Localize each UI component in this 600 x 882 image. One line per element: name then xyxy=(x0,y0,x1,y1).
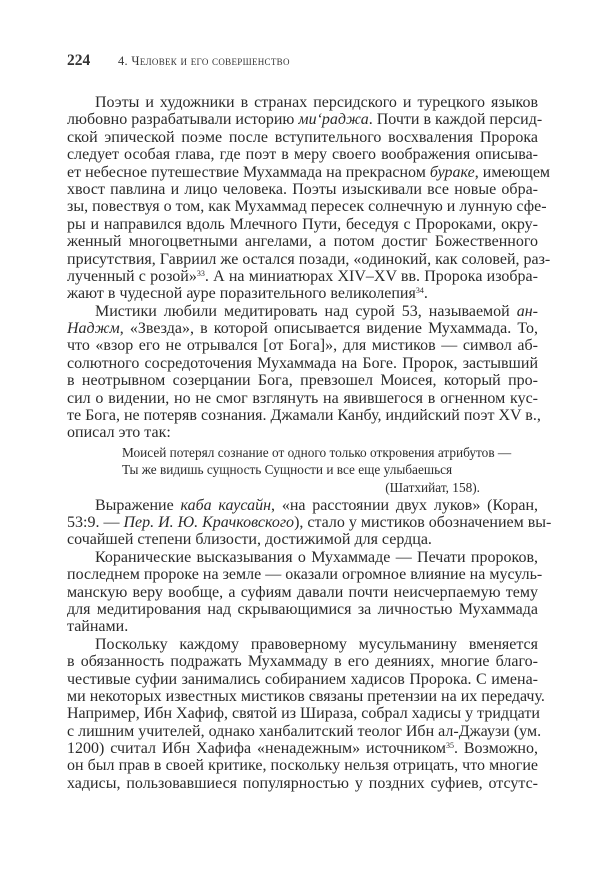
quote-line: Моисей потерял сознание от одного только откровения атрибутов — xyxy=(122,444,512,460)
text-run: Поскольку каждому правоверному мусульманину вменяется xyxy=(95,635,538,653)
text-run: , «Звезда», в которой описывается видение Мухаммада. То, xyxy=(119,320,538,338)
text-line xyxy=(67,129,538,146)
text-run: 1200) считал Ибн Хафифа «ненадежным» источником xyxy=(67,740,446,758)
text-line xyxy=(67,407,541,425)
text-run: присутствия, Гавриил же остался позади, «одинокий, как соловей, раз- xyxy=(67,250,551,268)
text-run: ры и направился вдоль Млечного Пути, беседуя с Пророками, окру- xyxy=(67,215,538,233)
text-run: он был прав в своей критике, поскольку нельзя отрицать, что многие xyxy=(67,757,538,775)
footnote-ref: 34 xyxy=(415,286,424,296)
text-run: женный многоцветными ангелами, а потом достиг Божественного xyxy=(67,233,538,251)
text-run: солютного сосредоточения Мухаммада на Боге. Пророк, застывший xyxy=(67,354,538,372)
paragraph xyxy=(67,94,551,303)
quote-source: (Шатхийат, 158). xyxy=(385,480,480,495)
text-run: с лишним учителей, однако ханбалитский теолог Ибн ал-Джаузи (ум. xyxy=(67,722,542,740)
running-title: 4. Человек и его совершенство xyxy=(118,54,290,68)
text-run: хадисы, пользовавшиеся популярностью у поздних суфиев, отсутс- xyxy=(67,774,538,792)
text-run: тайнами. xyxy=(67,618,129,636)
text-run: ской эпической поэме после вступительного восхваления Пророка xyxy=(67,128,538,146)
text-run: честивые суфии занимались собиранием хадисов Пророка. С имена- xyxy=(67,670,538,688)
text-run: Выражение xyxy=(95,496,181,514)
text-run: ), стало у мистиков обозначением вы- xyxy=(294,513,552,531)
text-run: зы, повествуя о том, как Мухаммад пересек солнечную и лунную сфе- xyxy=(67,198,547,216)
text-line xyxy=(67,198,547,216)
text-line xyxy=(67,320,538,337)
text-run: Поэты и художники в странах персидского и турецкого языков xyxy=(95,94,538,111)
text-line xyxy=(67,250,551,268)
text-run: в обязанность подражать Мухаммаду в его деяниях, многие благо- xyxy=(67,653,538,671)
text-line xyxy=(67,740,538,757)
text-line xyxy=(67,584,538,601)
italic-term: бураке xyxy=(429,163,475,181)
text-run: последнем пророке на земле — оказали огромное влияние на мусуль- xyxy=(67,566,543,584)
text-line xyxy=(67,181,538,198)
quote-line: Ты же видишь сущность Сущности и все еще улыбаешься xyxy=(122,462,453,478)
text-line xyxy=(67,163,551,181)
text-line xyxy=(67,268,538,285)
italic-term: ми‘раджа xyxy=(298,111,369,129)
page-number: 224 xyxy=(67,52,91,69)
text-line xyxy=(67,285,538,302)
text-line xyxy=(67,372,538,389)
text-run: для медитирования над скрывающимися за личностью Мухаммада xyxy=(67,600,538,618)
text-line xyxy=(67,513,552,531)
text-line xyxy=(67,216,538,233)
text-run: Например, Ибн Хафиф, святой из Шираза, собрал хадисы у тридцати xyxy=(67,705,540,723)
text-line xyxy=(67,531,538,548)
text-run: , имеющем xyxy=(474,163,551,181)
italic-term: ан- xyxy=(516,302,538,320)
italic-term: каба каусайн xyxy=(180,496,272,514)
text-line xyxy=(67,775,538,792)
text-line xyxy=(67,671,538,688)
page-body xyxy=(67,94,552,792)
text-line xyxy=(67,618,538,635)
italic-term: Пер. И. Ю. Крачковского xyxy=(123,513,295,531)
text-line xyxy=(67,94,538,111)
text-line xyxy=(67,722,542,740)
text-line xyxy=(67,687,545,705)
text-line xyxy=(67,549,538,566)
text-run: ет небесное путешествие Мухаммада на прекрасном xyxy=(67,163,430,181)
verse-quote xyxy=(122,444,512,497)
text-line xyxy=(67,424,538,441)
paragraph xyxy=(67,302,541,442)
text-line xyxy=(67,757,538,774)
text-run: любовно разрабатывали историю xyxy=(67,111,299,129)
text-line xyxy=(67,705,538,722)
text-run: Коранические высказывания о Мухаммаде — Печати пророков, xyxy=(95,548,538,566)
text-run: . xyxy=(423,285,428,303)
text-run: , «на расстоянии двух луков» (Коран, xyxy=(271,496,539,514)
text-line xyxy=(67,566,543,584)
text-run: . Возможно, xyxy=(453,740,538,758)
text-run: в неотрывном созерцании Бога, превзошел Моисея, который про- xyxy=(67,372,538,390)
footnote-ref: 35 xyxy=(445,741,454,751)
footnote-ref: 33 xyxy=(196,268,205,278)
italic-term: Наджм xyxy=(67,320,120,338)
text-run: лученный с розой» xyxy=(67,267,197,285)
running-header xyxy=(67,52,290,72)
paragraph xyxy=(67,635,545,793)
text-run: . Почти в каждой персид- xyxy=(368,111,543,129)
paragraphs-after-quote xyxy=(67,496,552,793)
text-run: 53:9. — xyxy=(67,513,124,531)
text-run: сочайшей степени близости, достижимой для сердца. xyxy=(67,531,432,549)
text-line xyxy=(67,601,538,618)
text-line xyxy=(67,146,538,163)
text-line xyxy=(67,390,538,407)
text-line xyxy=(67,497,538,514)
text-run: жают в чудесной ауре поразительного великолепия xyxy=(67,285,416,303)
text-line xyxy=(67,355,538,372)
text-run: . А на миниатюрах XIV–XV вв. Пророка изобра- xyxy=(204,267,538,285)
paragraph xyxy=(67,548,543,636)
text-run: ми некоторых известных мистиков связаны претензии на их передачу. xyxy=(67,687,545,705)
text-line xyxy=(67,303,538,320)
text-line xyxy=(67,337,538,354)
paragraph xyxy=(67,496,552,549)
text-run: что «взор его не отрывался [от Бога]», для мистиков — символ аб- xyxy=(67,337,538,355)
text-run: те Бога, не потеряв сознания. Джамали Канбу, индийский поэт XV в., xyxy=(67,407,541,425)
text-run: Мистики любили медитировать над сурой 53, называемой xyxy=(95,302,517,320)
text-run: описал это так: xyxy=(67,424,171,442)
text-line xyxy=(67,636,538,653)
text-run: хвост павлина и лицо человека. Поэты изыскивали все новые обра- xyxy=(67,180,538,198)
text-run: сил о видении, но не смог взглянуть на явившегося в огненном кус- xyxy=(67,389,538,407)
text-line xyxy=(67,111,543,129)
text-run: следует особая глава, где поэт в меру своего воображения описыва- xyxy=(67,146,538,164)
text-run: манскую веру вообще, а суфиям давали почти неисчерпаемую тему xyxy=(67,583,538,601)
text-line xyxy=(67,233,538,250)
paragraphs-before-quote xyxy=(67,94,551,442)
text-line xyxy=(67,653,538,670)
